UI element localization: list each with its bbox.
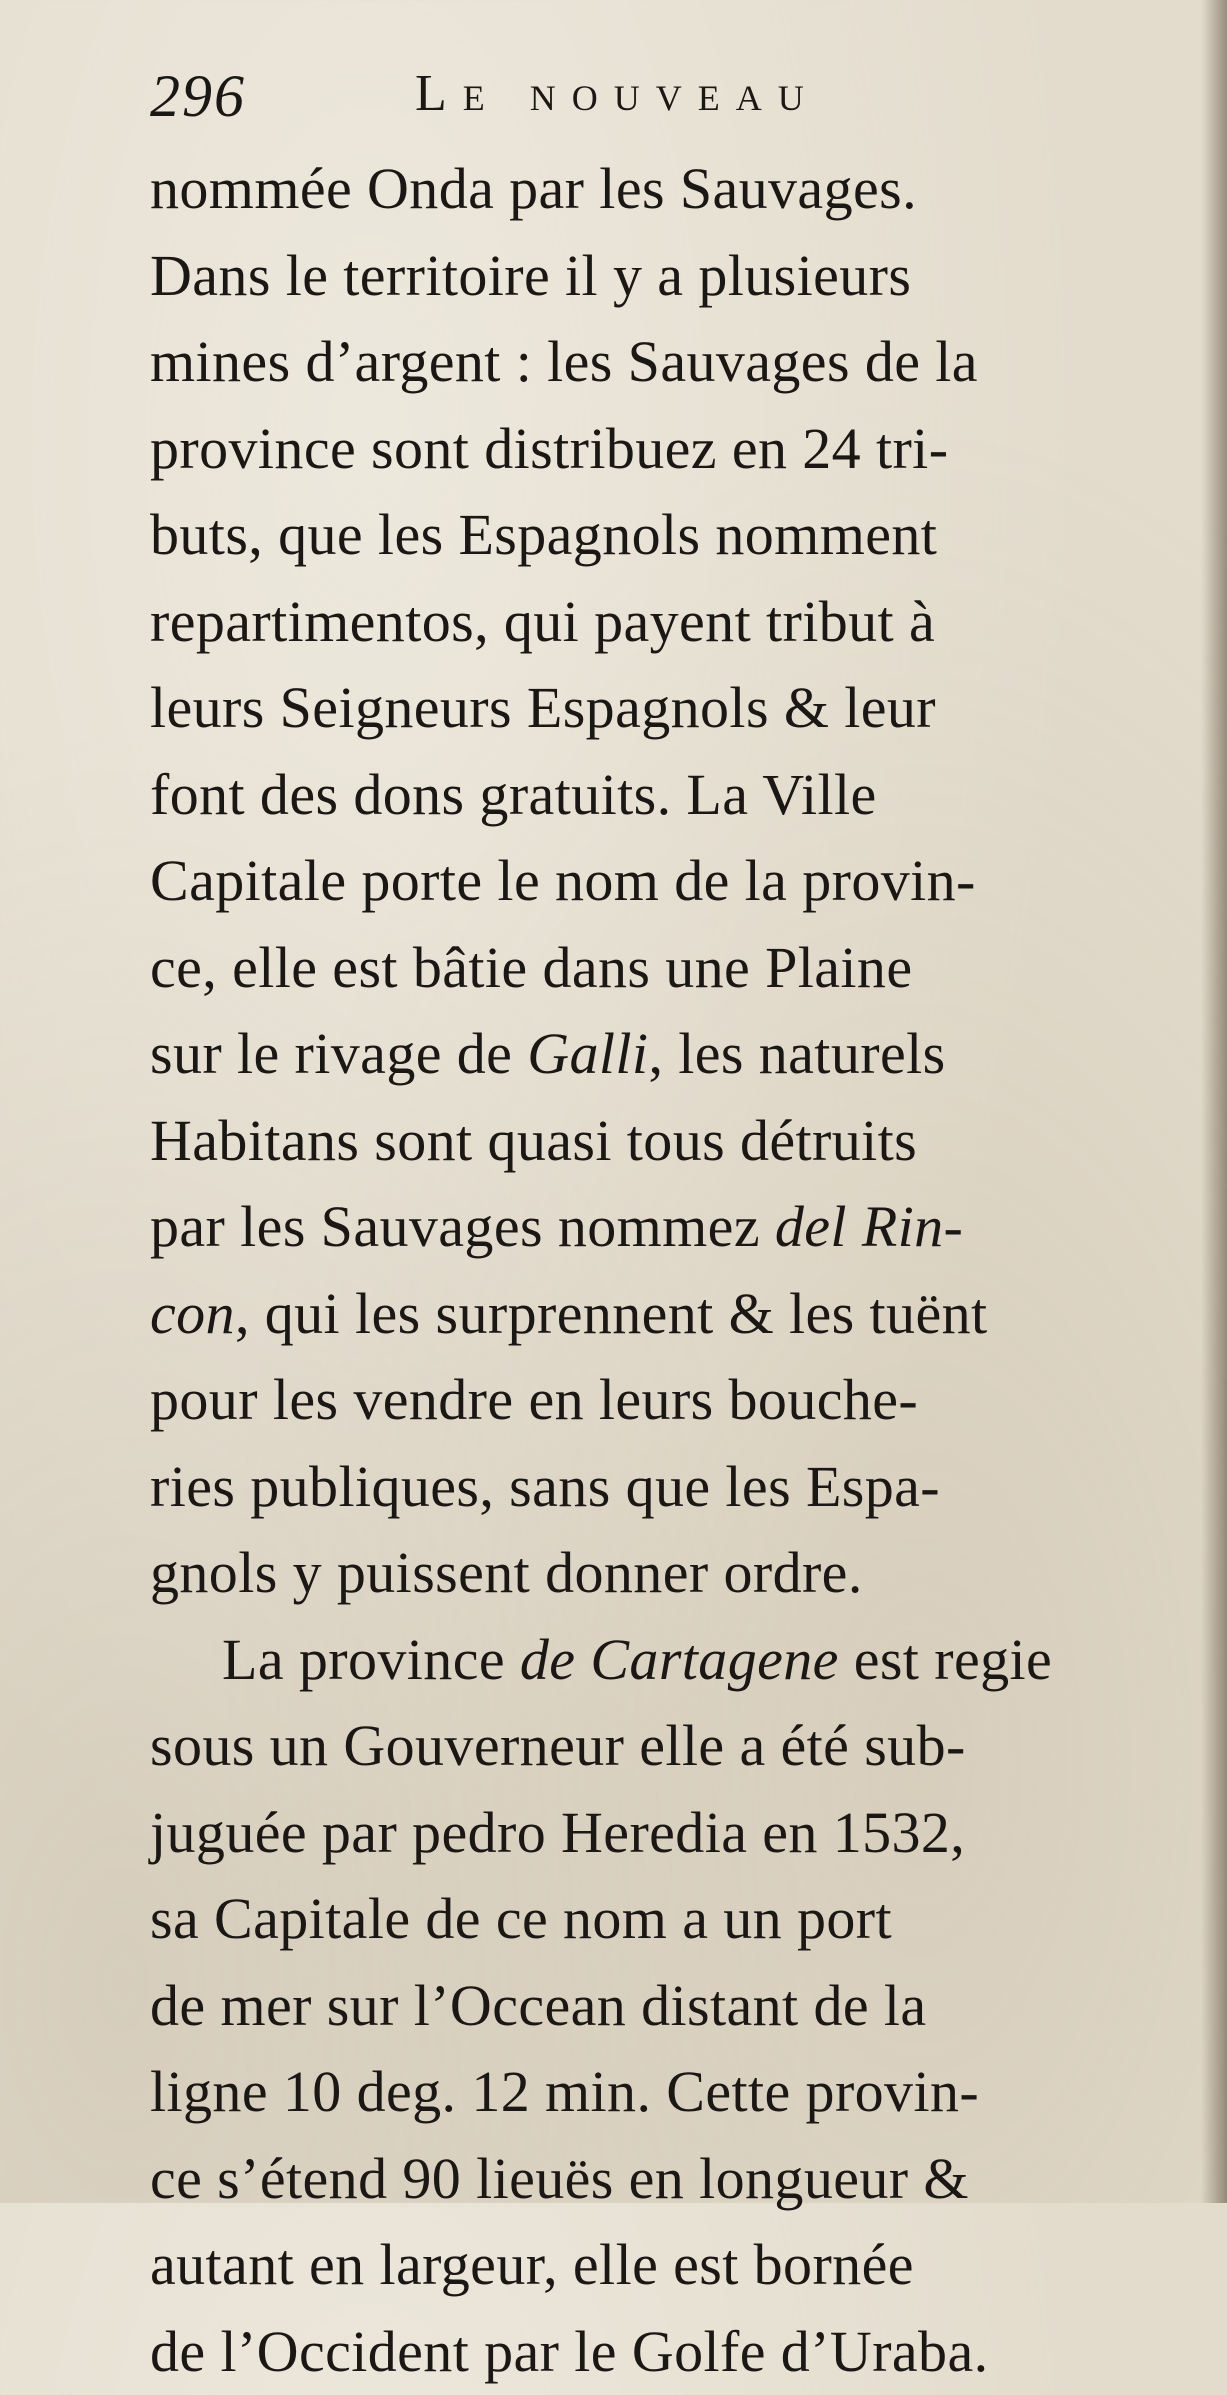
text-line: sous un Gouverneur elle a été sub- (150, 1703, 1190, 1790)
text-line (150, 1617, 1190, 1704)
body-text (150, 146, 1190, 2395)
page-gutter-shadow (1201, 0, 1227, 2203)
text-line: de l’Occident par le Golfe d’Uraba. (150, 2309, 1190, 2395)
text-line: gnols y puissent donner ordre. (150, 1530, 1190, 1617)
text-line (150, 1271, 1190, 1358)
text-line: pour les vendre en leurs bouche- (150, 1357, 1190, 1444)
text-line: Habitans sont quasi tous détruits (150, 1098, 1190, 1185)
running-title: Le nouveau (415, 64, 820, 123)
text-line (150, 1011, 1190, 1098)
text-line: autant en largeur, elle est bornée (150, 2222, 1190, 2309)
page-number: 296 (150, 62, 246, 131)
text-line: Capitale porte le nom de la provin- (150, 838, 1190, 925)
text-line: juguée par pedro Heredia en 1532, (150, 1790, 1190, 1877)
text-run: par les Sauvages nommez (150, 1194, 775, 1259)
text-line: ce, elle est bâtie dans une Plaine (150, 925, 1190, 1012)
name-del-rincon-cont: con (150, 1281, 235, 1346)
text-line: ce s’étend 90 lieuës en longueur & (150, 2136, 1190, 2223)
text-line: ligne 10 deg. 12 min. Cette provin- (150, 2049, 1190, 2136)
text-run: sur le rivage de (150, 1021, 527, 1086)
text-line: font des dons gratuits. La Ville (150, 752, 1190, 839)
text-line: de mer sur l’Occean distant de la (150, 1963, 1190, 2050)
text-run: est regie (839, 1627, 1052, 1692)
text-line: Dans le territoire il y a plusieurs (150, 233, 1190, 320)
place-name-galli: Galli (527, 1021, 648, 1086)
text-line: leurs Seigneurs Espagnols & leur (150, 665, 1190, 752)
text-line: buts, que les Espagnols nomment (150, 492, 1190, 579)
text-run: , les naturels (648, 1021, 945, 1086)
text-run: La province (222, 1627, 520, 1692)
text-line: nommée Onda par les Sauvages. (150, 146, 1190, 233)
name-del-rincon: del Rin- (775, 1194, 963, 1259)
book-page (150, 60, 1190, 2160)
text-line: ries publiques, sans que les Espa- (150, 1444, 1190, 1531)
text-line: province sont distribuez en 24 tri- (150, 406, 1190, 493)
text-line: mines d’argent : les Sauvages de la (150, 319, 1190, 406)
text-line (150, 1184, 1190, 1271)
place-name-cartagene: de Cartagene (520, 1627, 839, 1692)
text-line: sa Capitale de ce nom a un port (150, 1876, 1190, 1963)
running-head (150, 60, 1190, 146)
text-run: , qui les surprennent & les tuënt (235, 1281, 988, 1346)
text-line: repartimentos, qui payent tribut à (150, 579, 1190, 666)
